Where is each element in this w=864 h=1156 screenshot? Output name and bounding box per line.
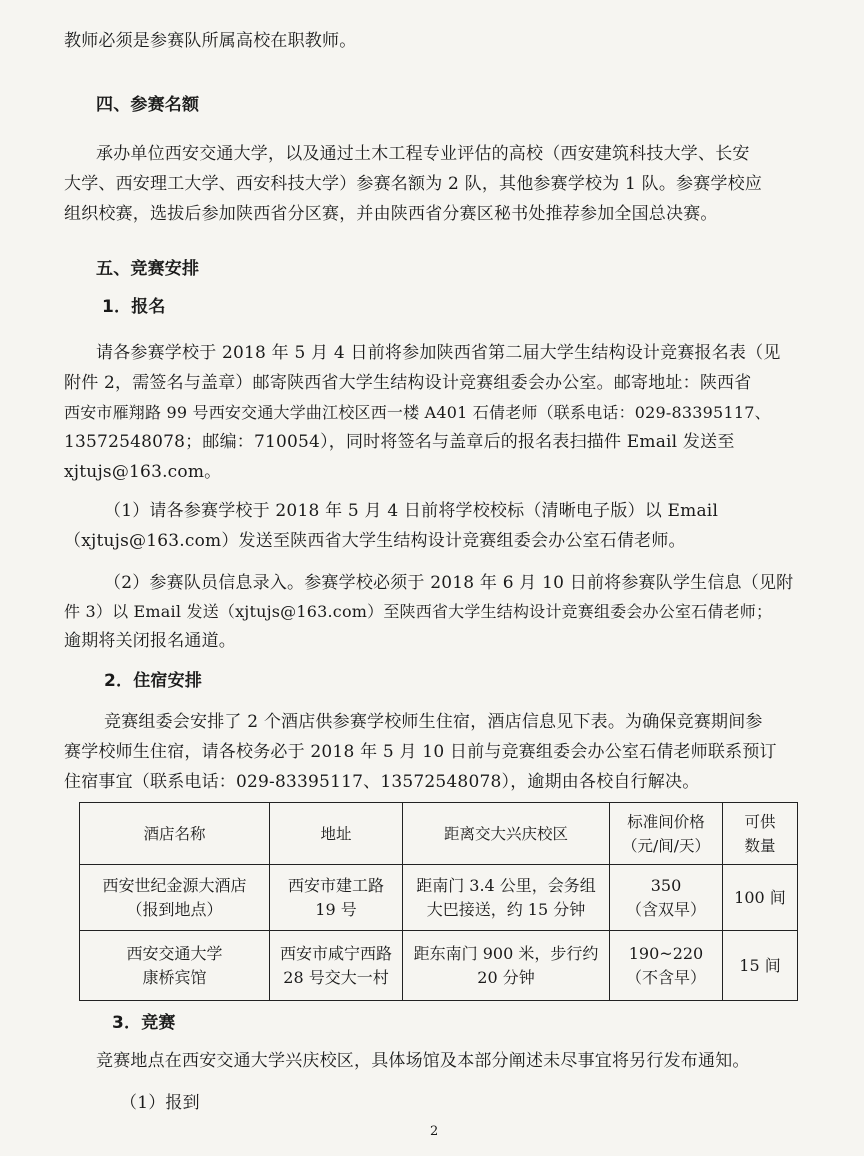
subsection-heading-3: 3．竞赛 bbox=[112, 1013, 176, 1033]
header-price bbox=[610, 803, 723, 865]
address-line: 西安市咸宁西路 bbox=[279, 943, 392, 963]
paragraph-line: 请各参赛学校于 2018 年 5 月 4 日前将参加陕西省第二届大学生结构设计竞赛报名表（见 bbox=[96, 343, 781, 363]
paragraph-line: xjtujs@163.com。 bbox=[64, 462, 222, 482]
paragraph-line: （xjtujs@163.com）发送至陕西省大学生结构设计竞赛组委会办公室石倩老师。 bbox=[64, 531, 686, 551]
address-line: 28 号交大一村 bbox=[283, 967, 389, 987]
paragraph-line: （2）参赛队员信息录入。参赛学校必须于 2018 年 6 月 10 日前将参赛队学生信息（见附 bbox=[104, 573, 794, 593]
header-price-unit: （元/间/天） bbox=[622, 836, 710, 855]
header-price-line: 标准间价格 bbox=[627, 812, 705, 831]
paragraph-line: 大学、西安理工大学、西安科技大学）参赛名额为 2 队，其他参赛学校为 1 队。参赛学校应 bbox=[64, 174, 763, 194]
paragraph-line: 竞赛地点在西安交通大学兴庆校区，具体场馆及本部分阐述未尽事宜将另行发布通知。 bbox=[96, 1051, 750, 1071]
header-quantity-line: 数量 bbox=[744, 836, 776, 855]
quantity-cell: 100 间 bbox=[723, 865, 798, 931]
paragraph-line: 竞赛组委会安排了 2 个酒店供参赛学校师生住宿，酒店信息见下表。为确保竞赛期间参 bbox=[104, 712, 763, 732]
table-row bbox=[80, 865, 798, 931]
header-quantity-line: 可供 bbox=[744, 812, 776, 831]
section-heading-4: 四、参赛名额 bbox=[96, 95, 200, 115]
distance-cell bbox=[403, 931, 610, 1001]
hotel-name-cell bbox=[80, 931, 270, 1001]
paragraph-line: 住宿事宜（联系电话：029-83395117、13572548078），逾期由各校自行解决。 bbox=[64, 772, 700, 792]
paragraph-line: 13572548078；邮编：710054），同时将签名与盖章后的报名表扫描件 Email 发送至 bbox=[64, 432, 735, 452]
section-heading-5: 五、竞赛安排 bbox=[96, 259, 200, 279]
table-row bbox=[80, 931, 798, 1001]
hotel-note: （报到地点） bbox=[126, 899, 223, 919]
price-value: 190~220 bbox=[628, 943, 704, 963]
hotel-name: 西安世纪金源大酒店 bbox=[102, 875, 247, 895]
hotel-name: 康桥宾馆 bbox=[142, 967, 207, 987]
distance-line: 距东南门 900 米，步行约 bbox=[413, 943, 599, 963]
paragraph-line: 附件 2，需签名与盖章）邮寄陕西省大学生结构设计竞赛组委会办公室。邮寄地址：陕西省 bbox=[64, 373, 752, 393]
header-quantity bbox=[723, 803, 798, 865]
page-number: 2 bbox=[430, 1124, 439, 1139]
header-address: 地址 bbox=[270, 803, 403, 865]
paragraph-line: 承办单位西安交通大学，以及通过土木工程专业评估的高校（西安建筑科技大学、长安 bbox=[96, 144, 750, 164]
paragraph-line: 教师必须是参赛队所属高校在职教师。 bbox=[64, 31, 357, 51]
distance-cell bbox=[403, 865, 610, 931]
price-note: （不含早） bbox=[625, 967, 706, 987]
hotel-name: 西安交通大学 bbox=[126, 943, 223, 963]
header-hotel-name: 酒店名称 bbox=[80, 803, 270, 865]
paragraph-line: 件 3）以 Email 发送（xjtujs@163.com）至陕西省大学生结构设计竞赛组委会办公室石倩老师； bbox=[64, 602, 773, 621]
paragraph-line: 逾期将关闭报名通道。 bbox=[64, 631, 236, 651]
hotel-table bbox=[79, 802, 798, 1001]
address-cell bbox=[270, 931, 403, 1001]
price-value: 350 bbox=[650, 875, 682, 895]
paragraph-line: 西安市雁翔路 99 号西安交通大学曲江校区西一楼 A401 石倩老师（联系电话：029-83395117、 bbox=[64, 403, 771, 422]
address-cell bbox=[270, 865, 403, 931]
quantity-cell: 15 间 bbox=[723, 931, 798, 1001]
paragraph-line: （1）报到 bbox=[120, 1093, 200, 1113]
subsection-heading-1: 1．报名 bbox=[102, 297, 166, 317]
price-cell bbox=[610, 931, 723, 1001]
header-distance: 距离交大兴庆校区 bbox=[403, 803, 610, 865]
address-line: 西安市建工路 bbox=[287, 875, 384, 895]
address-line: 19 号 bbox=[315, 899, 357, 919]
paragraph-line: 赛学校师生住宿，请各校务必于 2018 年 5 月 10 日前与竞赛组委会办公室石倩老师联系预订 bbox=[64, 742, 777, 762]
price-cell bbox=[610, 865, 723, 931]
distance-line: 大巴接送，约 15 分钟 bbox=[426, 899, 586, 919]
paragraph-line: 组织校赛，选拔后参加陕西省分区赛，并由陕西省分赛区秘书处推荐参加全国总决赛。 bbox=[64, 204, 718, 224]
paragraph-line: （1）请各参赛学校于 2018 年 5 月 4 日前将学校校标（清晰电子版）以 Email bbox=[104, 501, 719, 521]
distance-line: 距南门 3.4 公里，会务组 bbox=[416, 875, 596, 895]
hotel-name-cell bbox=[80, 865, 270, 931]
table-header-row bbox=[80, 803, 798, 865]
price-note: （含双早） bbox=[625, 899, 706, 919]
distance-line: 20 分钟 bbox=[477, 967, 535, 987]
subsection-heading-2: 2．住宿安排 bbox=[104, 671, 203, 691]
